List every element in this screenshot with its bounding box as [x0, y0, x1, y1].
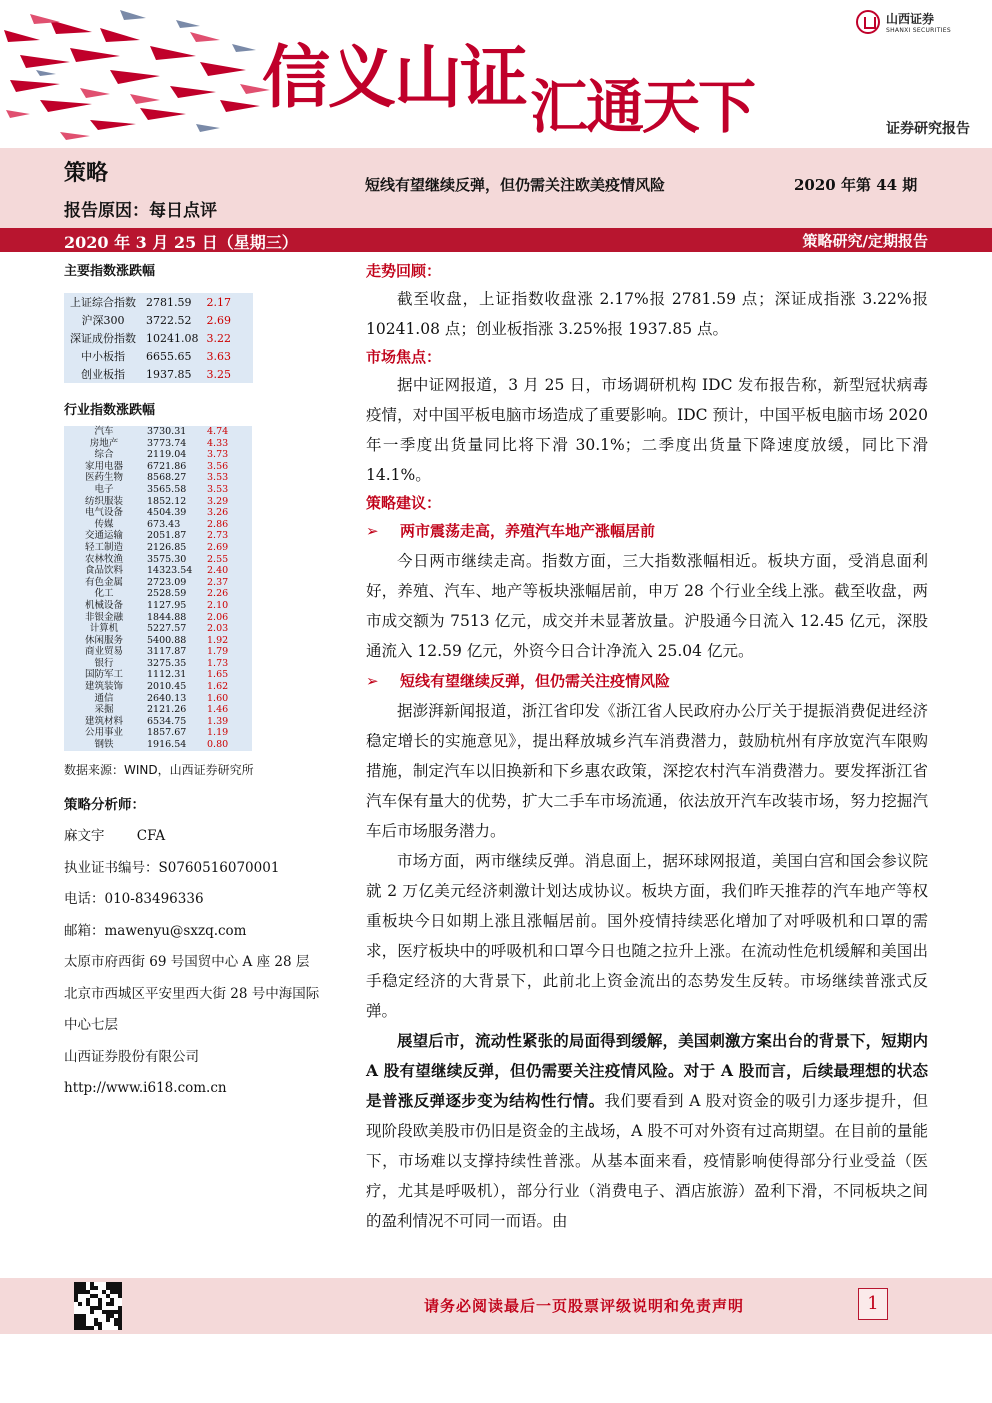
- flying-birds-graphic: [0, 0, 300, 148]
- industry-index-value: 1857.67: [147, 727, 187, 739]
- industry-index-value: 673.43: [147, 518, 181, 530]
- industry-index-row: [64, 449, 252, 461]
- industry-index-name: 计算机: [89, 623, 119, 635]
- para-sub2c: [366, 1026, 928, 1236]
- main-index-row: [64, 365, 253, 383]
- industry-index-row: [64, 542, 252, 554]
- company-name: 山西证券股份有限公司: [64, 1048, 199, 1065]
- logo-en: SHANXI SECURITIES: [886, 27, 951, 34]
- analyst-name-row: [64, 821, 354, 853]
- industry-index-name: 纺织服装: [84, 495, 123, 507]
- industry-index-name: 通信: [94, 692, 114, 704]
- industry-index-change: 1.92: [207, 634, 229, 646]
- main-index-change: 3.22: [206, 331, 231, 345]
- industry-index-change: 2.73: [207, 530, 229, 542]
- industry-index-value: 1844.88: [147, 611, 187, 623]
- subheading-2-text: 短线有望继续反弹，但仍需关注疫情风险: [400, 672, 671, 690]
- page-number: 1: [858, 1288, 888, 1320]
- industry-index-row: [64, 716, 252, 728]
- industry-index-value: 2723.09: [147, 576, 187, 588]
- address-beijing: 北京市西城区平安里西大街 28 号中海国际中心七层: [64, 985, 320, 1034]
- right-column: [366, 258, 928, 1236]
- industry-index-row: [64, 600, 252, 612]
- industry-index-name: 采掘: [94, 704, 114, 716]
- industry-index-name: 钢铁: [94, 739, 114, 751]
- industry-index-title: 行业指数涨跌幅: [64, 403, 156, 418]
- report-date: 2020 年 3 月 25 日（星期三）: [64, 233, 298, 252]
- analyst-cert: CFA: [136, 828, 166, 845]
- industry-index-name: 综合: [94, 449, 114, 461]
- company-logo: [856, 8, 972, 40]
- industry-index-change: 2.69: [207, 541, 229, 553]
- industry-index-row: [64, 681, 252, 693]
- main-index-value: 2781.59: [146, 295, 192, 309]
- industry-index-row: [64, 623, 252, 635]
- industry-index-value: 2119.04: [147, 449, 187, 461]
- industry-index-value: 3117.87: [147, 646, 187, 658]
- industry-index-change: 1.73: [207, 657, 229, 669]
- analyst-phone: 电话：010-83496336: [64, 891, 204, 908]
- industry-index-row: [64, 669, 252, 681]
- industry-index-change: 1.60: [207, 692, 229, 704]
- analyst-title: 策略分析师：: [64, 796, 145, 813]
- industry-index-name: 建筑材料: [84, 715, 123, 727]
- slogan-line-2: 汇通天下: [530, 73, 755, 141]
- arrow-bullet-icon: ➢: [366, 522, 379, 540]
- industry-index-value: 5227.57: [147, 623, 187, 635]
- industry-index-change: 0.80: [207, 739, 229, 751]
- main-index-value: 10241.08: [146, 331, 199, 345]
- industry-index-table: [64, 426, 252, 751]
- industry-index-row: [64, 484, 252, 496]
- industry-index-name: 轻工制造: [84, 541, 123, 553]
- industry-index-change: 4.33: [207, 437, 229, 449]
- date-bar: [0, 228, 992, 252]
- industry-index-row: [64, 496, 252, 508]
- industry-index-row: [64, 426, 252, 438]
- subheading-1: [366, 516, 928, 546]
- industry-index-value: 1916.54: [147, 739, 187, 751]
- industry-index-name: 休闲服务: [84, 634, 123, 646]
- industry-index-change: 2.37: [207, 576, 229, 588]
- industry-index-row: [64, 727, 252, 739]
- industry-index-value: 1112.31: [147, 669, 187, 681]
- industry-index-row: [64, 565, 252, 577]
- footer-disclaimer: 请务必阅读最后一页股票评级说明和免责声明: [424, 1297, 745, 1315]
- para-sub2b: 市场方面，两市继续反弹。消息面上，据环球网报道，美国白宫和国会参议院就 2 万亿美元经济刺激计划达成协议。板块方面，我们昨天推荐的汽车地产等权重板块今日如期上涨且涨幅居前。国外疫情持续恶化增加了对呼吸机和口罩的需求，医疗板块中的呼吸机和口罩今日也随之拉升上涨。在流动性危机缓解和美国出手稳定经济的大背景下，此前北上资金流出的态势发生反转。市场继续普涨式反弹。: [366, 852, 928, 1020]
- industry-index-name: 公用事业: [84, 727, 123, 739]
- analyst-email[interactable]: 邮箱：mawenyu@sxzq.com: [64, 922, 247, 939]
- report-title: 短线有望继续反弹，但仍需关注欧美疫情风险: [365, 176, 666, 194]
- address-taiyuan: 太原市府西街 69 号国贸中心 A 座 28 层: [64, 954, 310, 971]
- industry-index-change: 1.65: [207, 669, 229, 681]
- industry-index-name: 汽车: [94, 426, 114, 437]
- industry-index-name: 传媒: [94, 518, 114, 530]
- para-focus: 据中证网报道，3 月 25 日，市场调研机构 IDC 发布报告称，新型冠状病毒疫情，对中国平板电脑市场造成了重要影响。IDC 预计，中国平板电脑市场 2020 年一季度出货量同比将下滑 30.1%；二季度出货量下降速度放缓，同比下滑 14.1%。: [366, 376, 928, 484]
- industry-index-value: 5400.88: [147, 634, 187, 646]
- subheading-1-text: 两市震荡走高，养殖汽车地产涨幅居前: [400, 522, 656, 540]
- main-index-name: 创业板指: [81, 368, 125, 381]
- industry-index-change: 2.86: [207, 518, 229, 530]
- industry-index-row: [64, 519, 252, 531]
- industry-index-change: 1.19: [207, 727, 229, 739]
- main-index-value: 3722.52: [146, 313, 192, 327]
- doc-type-label: 证券研究报告: [886, 121, 970, 137]
- main-index-value: 6655.65: [146, 349, 192, 363]
- industry-index-name: 食品饮料: [84, 565, 123, 577]
- para-sub1: 今日两市继续走高。指数方面，三大指数涨幅相近。板块方面，受消息面利好，养殖、汽车、地产等板块涨幅居前，申万 28 个行业全线上涨。截至收盘，两市成交额为 7513 亿元，成交并未显著放量。沪股通今日流入 12.45 亿元，深股通流入 12.59 亿元，外资今日合计净流入 25.04 亿元。: [366, 552, 928, 660]
- para-sub2c-bold: 展望后市，流动性紧张的局面得到缓解，美国刺激方案出台的背景下，短期内 A 股有望继续反弹，但仍需要关注疫情风险。对于 A 股而言，后续最理想的状态是普涨反弹逐步变为结构性行情。: [366, 1031, 928, 1110]
- para-review: 截至收盘，上证指数收盘涨 2.17%报 2781.59 点；深证成指涨 3.22%报 10241.08 点；创业板指涨 3.25%报 1937.85 点。: [366, 290, 928, 338]
- report-category: 策略: [64, 161, 109, 186]
- main-index-row: [64, 293, 253, 311]
- industry-index-change: 2.26: [207, 588, 229, 600]
- industry-index-row: [64, 530, 252, 542]
- industry-index-value: 2528.59: [147, 588, 187, 600]
- industry-index-change: 3.56: [207, 460, 229, 472]
- left-column: [64, 260, 354, 1105]
- report-header: [0, 0, 992, 148]
- industry-index-name: 电子: [94, 483, 114, 495]
- heading-focus: 市场焦点：: [366, 348, 442, 366]
- industry-index-name: 机械设备: [84, 599, 123, 611]
- main-index-title: 主要指数涨跌幅: [64, 264, 156, 279]
- industry-index-row: [64, 635, 252, 647]
- industry-index-value: 2010.45: [147, 681, 187, 693]
- industry-index-change: 1.79: [207, 646, 229, 658]
- industry-index-name: 医药生物: [84, 472, 123, 484]
- industry-index-name: 非银金融: [84, 611, 123, 623]
- industry-index-row: [64, 507, 252, 519]
- industry-index-change: 2.10: [207, 599, 229, 611]
- industry-index-change: 3.29: [207, 495, 229, 507]
- main-index-row: [64, 329, 253, 347]
- industry-index-row: [64, 739, 252, 751]
- industry-index-name: 化工: [94, 588, 114, 600]
- main-index-name: 上证综合指数: [70, 296, 136, 309]
- industry-index-change: 3.53: [207, 472, 229, 484]
- info-band: [0, 148, 992, 228]
- industry-index-name: 商业贸易: [84, 646, 123, 658]
- slogan-line-1: 信义山证: [262, 39, 527, 118]
- industry-index-name: 家用电器: [84, 460, 123, 472]
- industry-index-row: [64, 588, 252, 600]
- main-index-change: 2.69: [206, 313, 231, 327]
- analyst-info: [64, 790, 354, 1105]
- industry-index-value: 14323.54: [147, 565, 193, 577]
- para-sub2a: 据澎湃新闻报道，浙江省印发《浙江省人民政府办公厅关于提振消费促进经济稳定增长的实施意见》，提出释放城乡汽车消费潜力，鼓励杭州有序放宽汽车限购措施，制定汽车以旧换新和下乡惠农政策，深挖农村汽车消费潜力。要发挥浙江省汽车保有量大的优势，扩大二手车市场流通，依法放开汽车改装市场，努力挖掘汽车后市场服务潜力。: [366, 702, 928, 840]
- industry-index-name: 银行: [94, 657, 114, 669]
- industry-index-value: 3575.30: [147, 553, 187, 565]
- qr-code-icon[interactable]: [74, 1282, 122, 1330]
- industry-index-value: 2126.85: [147, 541, 187, 553]
- industry-index-change: 3.53: [207, 483, 229, 495]
- industry-index-change: 3.26: [207, 507, 229, 519]
- analyst-name: 麻文宇: [64, 828, 105, 845]
- industry-index-value: 3565.58: [147, 483, 187, 495]
- report-type: 策略研究/定期报告: [802, 232, 928, 250]
- industry-index-row: [64, 554, 252, 566]
- industry-index-value: 6534.75: [147, 715, 187, 727]
- industry-index-row: [64, 612, 252, 624]
- industry-index-row: [64, 693, 252, 705]
- industry-index-row: [64, 577, 252, 589]
- industry-index-value: 2051.87: [147, 530, 187, 542]
- main-index-name: 中小板指: [81, 350, 125, 363]
- industry-index-change: 2.55: [207, 553, 229, 565]
- footer: [0, 1278, 992, 1334]
- industry-index-value: 4504.39: [147, 507, 187, 519]
- data-source: 数据来源：WIND，山西证券研究所: [64, 762, 254, 777]
- industry-index-value: 1127.95: [147, 599, 187, 611]
- industry-index-row: [64, 646, 252, 658]
- report-issue: 2020 年第 44 期: [794, 176, 918, 194]
- arrow-bullet-icon: ➢: [366, 672, 379, 690]
- industry-index-name: 建筑装饰: [84, 681, 123, 693]
- company-website[interactable]: http://www.i618.com.cn: [64, 1080, 227, 1097]
- industry-index-name: 房地产: [89, 437, 119, 449]
- industry-index-name: 电气设备: [84, 507, 123, 519]
- para-sub2c-rest: 我们要看到 A 股对资金的吸引力逐步提升，但现阶段欧美股市仍旧是资金的主战场，A 股不可对外资有过高期望。在目前的量能下，市场难以支撑持续性普涨。从基本面来看，疫情影响使得部分行业受益（医疗，尤其是呼吸机），部分行业（消费电子、酒店旅游）盈利下滑，不同板块之间的盈利情况不可同一而语。由: [366, 1092, 928, 1230]
- industry-index-value: 2121.26: [147, 704, 187, 716]
- main-index-row: [64, 311, 253, 329]
- heading-review: 走势回顾：: [366, 262, 442, 280]
- industry-index-name: 有色金属: [84, 576, 123, 588]
- industry-index-row: [64, 704, 252, 716]
- industry-index-value: 1852.12: [147, 495, 187, 507]
- main-index-table: [64, 293, 253, 383]
- main-index-row: [64, 347, 253, 365]
- industry-index-value: 6721.86: [147, 460, 187, 472]
- report-reason: 报告原因：每日点评: [64, 201, 217, 221]
- industry-index-change: 2.03: [207, 623, 229, 635]
- industry-index-name: 农林牧渔: [84, 553, 123, 565]
- main-index-name: 沪深300: [81, 314, 125, 327]
- industry-index-value: 3773.74: [147, 437, 187, 449]
- subheading-2: [366, 666, 928, 696]
- industry-index-value: 8568.27: [147, 472, 187, 484]
- main-index-name: 深证成份指数: [70, 332, 136, 345]
- main-index-value: 1937.85: [146, 367, 192, 381]
- industry-index-row: [64, 472, 252, 484]
- industry-index-value: 3275.35: [147, 657, 187, 669]
- logo-cn: 山西证券: [886, 12, 935, 26]
- industry-index-name: 交通运输: [84, 530, 123, 542]
- main-index-change: 2.17: [206, 295, 231, 309]
- industry-index-row: [64, 461, 252, 473]
- heading-advice: 策略建议：: [366, 494, 442, 512]
- industry-index-change: 1.62: [207, 681, 229, 693]
- industry-index-row: [64, 438, 252, 450]
- industry-index-name: 国防军工: [84, 669, 123, 681]
- industry-index-change: 1.46: [207, 704, 229, 716]
- industry-index-change: 4.74: [207, 426, 229, 437]
- industry-index-change: 2.06: [207, 611, 229, 623]
- logo-mark-icon: [856, 10, 880, 34]
- main-index-change: 3.63: [206, 349, 231, 363]
- industry-index-change: 3.73: [207, 449, 229, 461]
- industry-index-value: 2640.13: [147, 692, 187, 704]
- industry-index-row: [64, 658, 252, 670]
- industry-index-value: 3730.31: [147, 426, 187, 437]
- industry-index-change: 2.40: [207, 565, 229, 577]
- analyst-license: 执业证书编号：S0760516070001: [64, 859, 280, 876]
- main-index-change: 3.25: [206, 367, 231, 381]
- industry-index-change: 1.39: [207, 715, 229, 727]
